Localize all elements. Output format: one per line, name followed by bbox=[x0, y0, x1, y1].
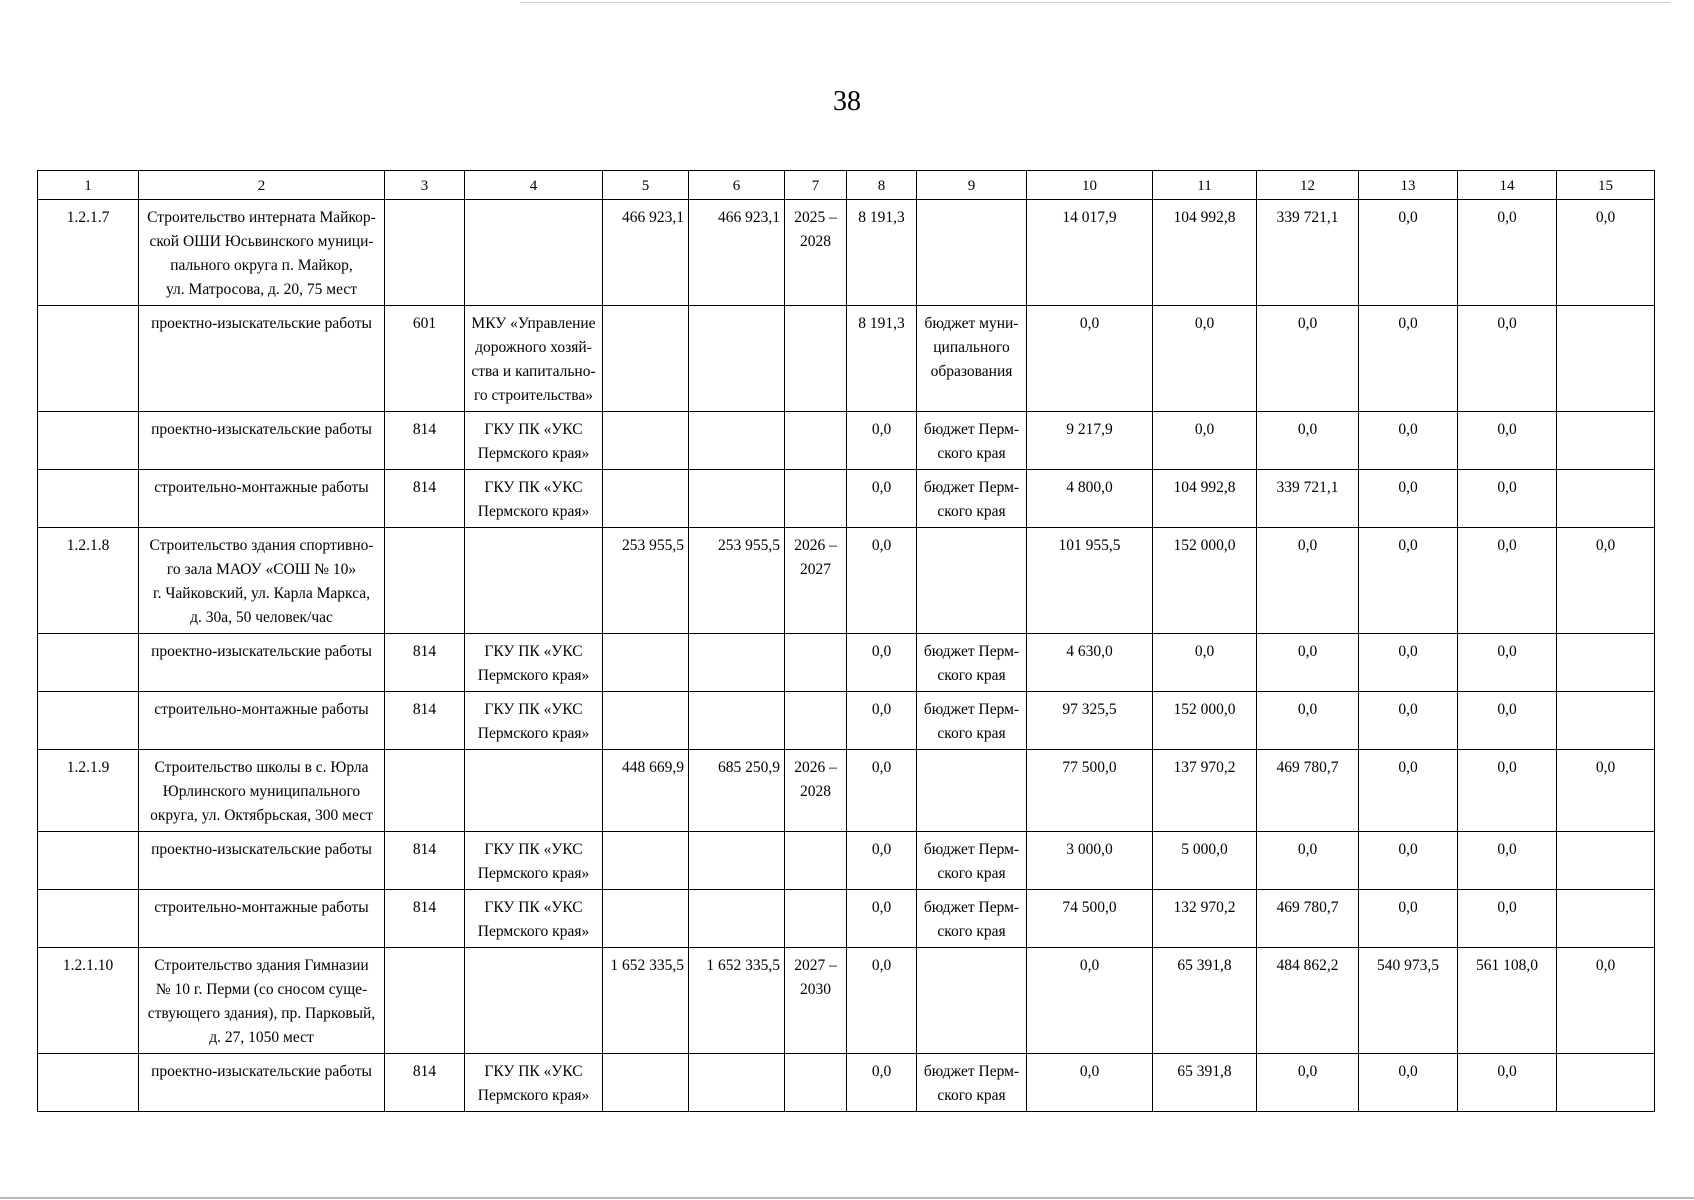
cell-col-7 bbox=[785, 692, 847, 750]
cell-col-7: 2025 – 2028 bbox=[785, 200, 847, 306]
cell-col-12: 339 721,1 bbox=[1257, 200, 1359, 306]
cell-col-6: 253 955,5 bbox=[689, 528, 785, 634]
cell-col-6: 466 923,1 bbox=[689, 200, 785, 306]
cell-col-5 bbox=[603, 470, 689, 528]
cell-col-10: 97 325,5 bbox=[1027, 692, 1153, 750]
column-header-15: 15 bbox=[1557, 171, 1655, 200]
cell-col-15 bbox=[1557, 890, 1655, 948]
cell-col-8: 8 191,3 bbox=[847, 306, 917, 412]
cell-col-7 bbox=[785, 1054, 847, 1112]
cell-col-3: 814 bbox=[385, 634, 465, 692]
cell-col-5 bbox=[603, 634, 689, 692]
cell-col-6 bbox=[689, 890, 785, 948]
table-row-main bbox=[38, 948, 1655, 1054]
cell-col-4: ГКУ ПК «УКС Пермского края» bbox=[465, 470, 603, 528]
cell-col-4: ГКУ ПК «УКС Пермского края» bbox=[465, 692, 603, 750]
cell-col-7 bbox=[785, 470, 847, 528]
cell-col-13: 0,0 bbox=[1359, 528, 1458, 634]
cell-col-4: МКУ «Управление дорожного хозяй- ства и капитально- го строительства» bbox=[465, 306, 603, 412]
cell-col-3: 814 bbox=[385, 692, 465, 750]
cell-col-9: бюджет Перм- ского края bbox=[917, 470, 1027, 528]
cell-col-7 bbox=[785, 306, 847, 412]
cell-col-9: бюджет Перм- ского края bbox=[917, 832, 1027, 890]
cell-col-9: бюджет муни- ципального образования bbox=[917, 306, 1027, 412]
table-row-sub bbox=[38, 832, 1655, 890]
cell-col-2: строительно-монтажные работы bbox=[139, 470, 385, 528]
cell-col-12: 0,0 bbox=[1257, 692, 1359, 750]
cell-col-8: 0,0 bbox=[847, 1054, 917, 1112]
table-row-sub bbox=[38, 1054, 1655, 1112]
cell-col-12: 339 721,1 bbox=[1257, 470, 1359, 528]
cell-col-2: проектно-изыскательские работы bbox=[139, 1054, 385, 1112]
cell-col-4: ГКУ ПК «УКС Пермского края» bbox=[465, 890, 603, 948]
cell-col-14: 0,0 bbox=[1458, 1054, 1557, 1112]
cell-col-10: 101 955,5 bbox=[1027, 528, 1153, 634]
cell-col-8: 0,0 bbox=[847, 750, 917, 832]
cell-col-5: 253 955,5 bbox=[603, 528, 689, 634]
cell-col-2: проектно-изыскательские работы bbox=[139, 306, 385, 412]
cell-col-8: 0,0 bbox=[847, 832, 917, 890]
cell-col-7 bbox=[785, 832, 847, 890]
cell-col-13: 0,0 bbox=[1359, 412, 1458, 470]
cell-col-6 bbox=[689, 412, 785, 470]
cell-col-11: 0,0 bbox=[1153, 634, 1257, 692]
cell-col-6: 685 250,9 bbox=[689, 750, 785, 832]
cell-col-10: 0,0 bbox=[1027, 948, 1153, 1054]
cell-col-1 bbox=[38, 832, 139, 890]
cell-col-11: 65 391,8 bbox=[1153, 1054, 1257, 1112]
cell-col-7 bbox=[785, 890, 847, 948]
column-header-14: 14 bbox=[1458, 171, 1557, 200]
cell-col-2: Строительство школы в с. Юрла Юрлинского муниципального округа, ул. Октябрьская, 300 мест bbox=[139, 750, 385, 832]
cell-col-12: 0,0 bbox=[1257, 412, 1359, 470]
cell-col-15 bbox=[1557, 692, 1655, 750]
cell-col-13: 0,0 bbox=[1359, 832, 1458, 890]
cell-col-2: Строительство интерната Майкор- ской ОШИ Юсьвинского муници- пального округа п. Майкор, ул. Матросова, д. 20, 75 мест bbox=[139, 200, 385, 306]
budget-table bbox=[37, 170, 1655, 1112]
cell-col-2: проектно-изыскательские работы bbox=[139, 412, 385, 470]
cell-col-11: 152 000,0 bbox=[1153, 528, 1257, 634]
cell-col-15 bbox=[1557, 412, 1655, 470]
cell-col-13: 540 973,5 bbox=[1359, 948, 1458, 1054]
cell-col-10: 14 017,9 bbox=[1027, 200, 1153, 306]
cell-col-3 bbox=[385, 200, 465, 306]
cell-col-8: 0,0 bbox=[847, 890, 917, 948]
cell-col-8: 0,0 bbox=[847, 692, 917, 750]
cell-col-12: 0,0 bbox=[1257, 1054, 1359, 1112]
cell-col-9: бюджет Перм- ского края bbox=[917, 890, 1027, 948]
cell-col-1 bbox=[38, 470, 139, 528]
cell-col-14: 0,0 bbox=[1458, 832, 1557, 890]
cell-col-10: 9 217,9 bbox=[1027, 412, 1153, 470]
cell-col-14: 0,0 bbox=[1458, 306, 1557, 412]
cell-col-10: 4 800,0 bbox=[1027, 470, 1153, 528]
cell-col-1 bbox=[38, 890, 139, 948]
cell-col-8: 8 191,3 bbox=[847, 200, 917, 306]
cell-col-1: 1.2.1.8 bbox=[38, 528, 139, 634]
cell-col-1 bbox=[38, 306, 139, 412]
cell-col-15: 0,0 bbox=[1557, 528, 1655, 634]
column-header-8: 8 bbox=[847, 171, 917, 200]
table-row-main bbox=[38, 200, 1655, 306]
cell-col-2: Строительство здания Гимназии № 10 г. Перми (со сносом суще- ствующего здания), пр. Парковый, д. 27, 1050 мест bbox=[139, 948, 385, 1054]
cell-col-3 bbox=[385, 750, 465, 832]
cell-col-3 bbox=[385, 948, 465, 1054]
header-row bbox=[38, 171, 1655, 200]
cell-col-15 bbox=[1557, 470, 1655, 528]
column-header-2: 2 bbox=[139, 171, 385, 200]
cell-col-14: 561 108,0 bbox=[1458, 948, 1557, 1054]
cell-col-6 bbox=[689, 692, 785, 750]
column-header-6: 6 bbox=[689, 171, 785, 200]
cell-col-2: Строительство здания спортивно- го зала МАОУ «СОШ № 10» г. Чайковский, ул. Карла Маркса, д. 30а, 50 человек/час bbox=[139, 528, 385, 634]
table-row-sub bbox=[38, 890, 1655, 948]
cell-col-13: 0,0 bbox=[1359, 1054, 1458, 1112]
cell-col-3: 601 bbox=[385, 306, 465, 412]
cell-col-11: 132 970,2 bbox=[1153, 890, 1257, 948]
scan-artifact-top bbox=[520, 2, 1670, 3]
cell-col-14: 0,0 bbox=[1458, 470, 1557, 528]
table-row-sub bbox=[38, 470, 1655, 528]
cell-col-5 bbox=[603, 832, 689, 890]
table-row-sub bbox=[38, 306, 1655, 412]
cell-col-12: 0,0 bbox=[1257, 528, 1359, 634]
column-header-13: 13 bbox=[1359, 171, 1458, 200]
column-header-9: 9 bbox=[917, 171, 1027, 200]
cell-col-4: ГКУ ПК «УКС Пермского края» bbox=[465, 634, 603, 692]
table-row-main bbox=[38, 528, 1655, 634]
cell-col-10: 77 500,0 bbox=[1027, 750, 1153, 832]
cell-col-10: 0,0 bbox=[1027, 306, 1153, 412]
cell-col-5: 466 923,1 bbox=[603, 200, 689, 306]
cell-col-3 bbox=[385, 528, 465, 634]
cell-col-12: 0,0 bbox=[1257, 306, 1359, 412]
cell-col-9 bbox=[917, 528, 1027, 634]
cell-col-11: 5 000,0 bbox=[1153, 832, 1257, 890]
cell-col-9: бюджет Перм- ского края bbox=[917, 634, 1027, 692]
cell-col-2: проектно-изыскательские работы bbox=[139, 634, 385, 692]
cell-col-3: 814 bbox=[385, 412, 465, 470]
cell-col-2: проектно-изыскательские работы bbox=[139, 832, 385, 890]
column-header-12: 12 bbox=[1257, 171, 1359, 200]
cell-col-12: 484 862,2 bbox=[1257, 948, 1359, 1054]
cell-col-13: 0,0 bbox=[1359, 692, 1458, 750]
scan-artifact-bottom bbox=[0, 1197, 1694, 1199]
cell-col-15 bbox=[1557, 1054, 1655, 1112]
cell-col-14: 0,0 bbox=[1458, 692, 1557, 750]
column-header-11: 11 bbox=[1153, 171, 1257, 200]
cell-col-5 bbox=[603, 412, 689, 470]
cell-col-6 bbox=[689, 634, 785, 692]
cell-col-13: 0,0 bbox=[1359, 200, 1458, 306]
cell-col-10: 3 000,0 bbox=[1027, 832, 1153, 890]
cell-col-3: 814 bbox=[385, 832, 465, 890]
cell-col-3: 814 bbox=[385, 1054, 465, 1112]
cell-col-1: 1.2.1.9 bbox=[38, 750, 139, 832]
cell-col-9: бюджет Перм- ского края bbox=[917, 412, 1027, 470]
cell-col-6 bbox=[689, 470, 785, 528]
cell-col-15: 0,0 bbox=[1557, 200, 1655, 306]
table-row-sub bbox=[38, 692, 1655, 750]
cell-col-11: 104 992,8 bbox=[1153, 200, 1257, 306]
cell-col-9 bbox=[917, 948, 1027, 1054]
cell-col-15 bbox=[1557, 832, 1655, 890]
column-header-7: 7 bbox=[785, 171, 847, 200]
cell-col-3: 814 bbox=[385, 890, 465, 948]
cell-col-11: 137 970,2 bbox=[1153, 750, 1257, 832]
column-header-10: 10 bbox=[1027, 171, 1153, 200]
column-header-5: 5 bbox=[603, 171, 689, 200]
cell-col-1 bbox=[38, 692, 139, 750]
cell-col-9: бюджет Перм- ского края bbox=[917, 1054, 1027, 1112]
cell-col-11: 0,0 bbox=[1153, 306, 1257, 412]
cell-col-4 bbox=[465, 528, 603, 634]
cell-col-1: 1.2.1.10 bbox=[38, 948, 139, 1054]
cell-col-7 bbox=[785, 634, 847, 692]
cell-col-15 bbox=[1557, 306, 1655, 412]
cell-col-11: 65 391,8 bbox=[1153, 948, 1257, 1054]
cell-col-7: 2026 – 2027 bbox=[785, 528, 847, 634]
cell-col-14: 0,0 bbox=[1458, 634, 1557, 692]
cell-col-2: строительно-монтажные работы bbox=[139, 692, 385, 750]
cell-col-4: ГКУ ПК «УКС Пермского края» bbox=[465, 832, 603, 890]
cell-col-14: 0,0 bbox=[1458, 200, 1557, 306]
cell-col-13: 0,0 bbox=[1359, 750, 1458, 832]
cell-col-1 bbox=[38, 1054, 139, 1112]
cell-col-11: 104 992,8 bbox=[1153, 470, 1257, 528]
cell-col-13: 0,0 bbox=[1359, 470, 1458, 528]
cell-col-12: 0,0 bbox=[1257, 634, 1359, 692]
cell-col-1 bbox=[38, 412, 139, 470]
cell-col-7: 2027 – 2030 bbox=[785, 948, 847, 1054]
cell-col-15: 0,0 bbox=[1557, 948, 1655, 1054]
cell-col-7 bbox=[785, 412, 847, 470]
cell-col-5 bbox=[603, 1054, 689, 1112]
cell-col-6 bbox=[689, 1054, 785, 1112]
cell-col-8: 0,0 bbox=[847, 528, 917, 634]
cell-col-8: 0,0 bbox=[847, 470, 917, 528]
cell-col-6: 1 652 335,5 bbox=[689, 948, 785, 1054]
cell-col-1: 1.2.1.7 bbox=[38, 200, 139, 306]
table-row-sub bbox=[38, 634, 1655, 692]
cell-col-11: 0,0 bbox=[1153, 412, 1257, 470]
cell-col-5: 448 669,9 bbox=[603, 750, 689, 832]
cell-col-12: 0,0 bbox=[1257, 832, 1359, 890]
cell-col-11: 152 000,0 bbox=[1153, 692, 1257, 750]
cell-col-8: 0,0 bbox=[847, 948, 917, 1054]
cell-col-13: 0,0 bbox=[1359, 306, 1458, 412]
cell-col-9: бюджет Перм- ского края bbox=[917, 692, 1027, 750]
cell-col-10: 4 630,0 bbox=[1027, 634, 1153, 692]
cell-col-10: 74 500,0 bbox=[1027, 890, 1153, 948]
cell-col-12: 469 780,7 bbox=[1257, 890, 1359, 948]
cell-col-7: 2026 – 2028 bbox=[785, 750, 847, 832]
cell-col-15 bbox=[1557, 634, 1655, 692]
cell-col-15: 0,0 bbox=[1557, 750, 1655, 832]
cell-col-13: 0,0 bbox=[1359, 890, 1458, 948]
cell-col-4 bbox=[465, 948, 603, 1054]
cell-col-4: ГКУ ПК «УКС Пермского края» bbox=[465, 412, 603, 470]
cell-col-6 bbox=[689, 832, 785, 890]
cell-col-2: строительно-монтажные работы bbox=[139, 890, 385, 948]
cell-col-10: 0,0 bbox=[1027, 1054, 1153, 1112]
cell-col-14: 0,0 bbox=[1458, 890, 1557, 948]
cell-col-4 bbox=[465, 200, 603, 306]
column-header-4: 4 bbox=[465, 171, 603, 200]
cell-col-5 bbox=[603, 890, 689, 948]
table-row-main bbox=[38, 750, 1655, 832]
cell-col-3: 814 bbox=[385, 470, 465, 528]
cell-col-4: ГКУ ПК «УКС Пермского края» bbox=[465, 1054, 603, 1112]
cell-col-14: 0,0 bbox=[1458, 528, 1557, 634]
column-header-1: 1 bbox=[38, 171, 139, 200]
cell-col-8: 0,0 bbox=[847, 634, 917, 692]
cell-col-4 bbox=[465, 750, 603, 832]
cell-col-5 bbox=[603, 692, 689, 750]
cell-col-5: 1 652 335,5 bbox=[603, 948, 689, 1054]
cell-col-12: 469 780,7 bbox=[1257, 750, 1359, 832]
cell-col-5 bbox=[603, 306, 689, 412]
table-row-sub bbox=[38, 412, 1655, 470]
cell-col-8: 0,0 bbox=[847, 412, 917, 470]
cell-col-13: 0,0 bbox=[1359, 634, 1458, 692]
cell-col-9 bbox=[917, 200, 1027, 306]
column-header-3: 3 bbox=[385, 171, 465, 200]
cell-col-9 bbox=[917, 750, 1027, 832]
cell-col-14: 0,0 bbox=[1458, 412, 1557, 470]
cell-col-1 bbox=[38, 634, 139, 692]
page-number: 38 bbox=[833, 86, 861, 117]
cell-col-6 bbox=[689, 306, 785, 412]
cell-col-14: 0,0 bbox=[1458, 750, 1557, 832]
